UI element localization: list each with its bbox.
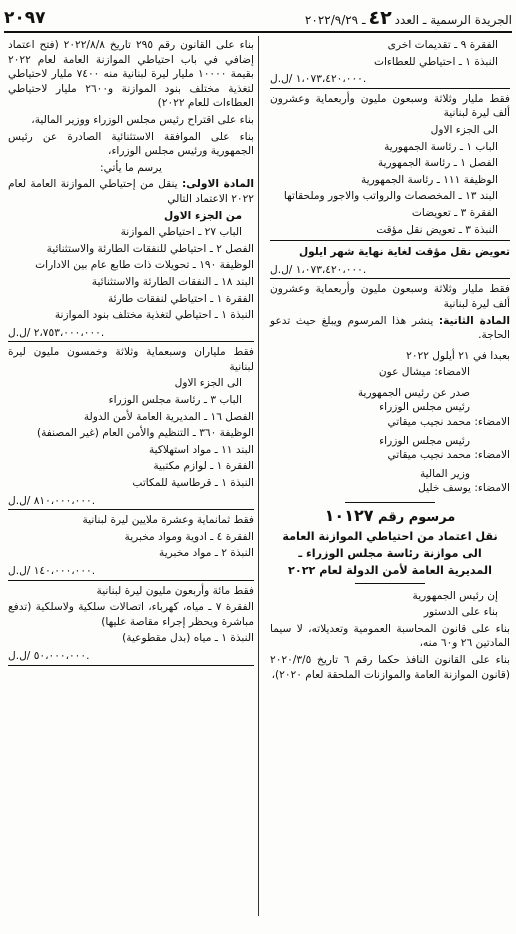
- amount-line: ٨١٠،٠٠٠،٠٠٠ /ل.ل.: [8, 494, 254, 511]
- budget-line: النبذة ٢ ـ مواد مخبرية: [159, 547, 254, 560]
- budget-line: الوظيفة ١٩٠ ـ تحويلات ذات طابع عام بين الادارات: [35, 259, 254, 272]
- issue-number: ٤٢: [368, 7, 392, 29]
- budget-line: الفصل ١ ـ رئاسة الجمهورية: [377, 157, 498, 170]
- amount-in-words: فقط مائة وأربعون مليون ليرة لبنانية: [96, 584, 254, 597]
- signature-line: رئيس مجلس الوزراء: [379, 434, 470, 447]
- budget-line: الفقرة ١ ـ لوازم مكتبية: [153, 460, 254, 473]
- signature-line: رئيس مجلس الوزراء: [379, 401, 470, 414]
- article-label: المادة الثانية:: [438, 314, 511, 327]
- budget-line: الفقرة ٣ ـ تعويضات: [411, 206, 498, 219]
- paragraph: بناء على اقتراح رئيس مجلس الوزراء ووزير المالية،: [31, 113, 254, 126]
- decree-title: نقل اعتماد من احتياطي الموازنة العامة: [282, 529, 498, 543]
- amount-in-words: فقط مليار وثلاثة وسبعون مليون وأربعماية وعشرون ألف ليرة لبنانية: [270, 92, 510, 120]
- amount-line: ١،٠٧٣،٤٢٠،٠٠٠ /ل.ل.: [270, 72, 510, 89]
- budget-line: الفصل ٢ ـ احتياطي للنفقات الطارئة والاستثنائية: [46, 242, 254, 255]
- budget-line: الفقرة ٤ ـ ادوية ومواد مخبرية: [124, 530, 254, 543]
- amount-in-words: فقط ثمانماية وعشرة ملايين ليرة لبنانية: [82, 514, 254, 527]
- gazette-name: الجريدة الرسمية ـ العدد: [394, 13, 512, 27]
- budget-line: البند ١١ ـ مواد استهلاكية: [148, 443, 254, 456]
- section-heading: الى الجزء الاول: [430, 123, 498, 136]
- budget-line: النبذة ١ ـ قرطاسية للمكاتب: [132, 477, 254, 490]
- decree-number: ١٠١٢٧: [324, 506, 374, 526]
- paragraph: بناء على الموافقة الاستثنائية الصادرة عن رئيس الجمهورية ورئيس مجلس الوزراء،: [8, 130, 254, 158]
- budget-line: النبذة ١ ـ احتياطي لتغذية مختلف بنود الموازنة: [54, 309, 254, 322]
- section-heading: من الجزء الاول: [163, 209, 242, 222]
- title-rule: [355, 583, 425, 584]
- left-column: [8, 38, 254, 669]
- decree-label: مرسوم رقم: [378, 510, 456, 526]
- signature-line: الامضاء: محمد نجيب ميقاتي: [387, 416, 510, 429]
- right-column: [270, 38, 510, 684]
- paragraph: بناء على قانون المحاسبة العمومية وتعديلاته، لا سيما المادتين ٢٦ و٦٠ منه،: [270, 622, 510, 650]
- paragraph: بناء على القانون رقم ٢٩٥ تاريخ ٢٠٢٢/٨/٨ (فتح اعتماد إضافي في باب احتياطي الموازنة العامة لعام ٢٠٢٢ بقيمة ١٠٠٠٠ مليار ليرة لبنانية منه ٧٤٠٠ مليار لاحتياطي لتغذية مختلف بنود الموازنة و٢٦٠٠ مليار لاحتياطي العطاءات للعام ٢٠٢٢): [8, 39, 255, 110]
- budget-line: البند ١٨ ـ النفقات الطارئة والاستثنائية: [91, 275, 254, 288]
- header-rule: [4, 31, 512, 33]
- budget-line: الفقرة ٧ ـ مياه، كهرباء، اتصالات سلكية ولاسلكية (تدفع مباشرة ويحظر إجراء مقاصة عليها): [8, 601, 254, 628]
- budget-line: النبذة ٣ ـ تعويض نقل مؤقت: [376, 223, 498, 236]
- article-label: المادة الاولى:: [181, 178, 254, 191]
- column-divider: [258, 36, 259, 916]
- section-heading: الى الجزء الاول: [174, 377, 242, 390]
- decree-heading: [270, 506, 510, 526]
- budget-line: الوظيفة ٣٦٠ ـ التنظيم والأمن العام (غير المصنفة): [36, 427, 254, 440]
- decree-title: المديرية العامة لأمن الدولة لعام ٢٠٢٢: [288, 563, 492, 577]
- issue-date: ـ ٢٠٢٢/٩/٢٩: [304, 13, 366, 27]
- date-line: بعبدا في ٢١ أيلول ٢٠٢٢: [406, 349, 510, 362]
- signature-line: الامضاء: يوسف خليل: [418, 482, 510, 495]
- amount-line: ١،٠٧٣،٤٢٠،٠٠٠ /ل.ل.: [270, 263, 510, 280]
- divider: [270, 240, 510, 241]
- article-one: [8, 177, 254, 206]
- article-text: ينشر هذا المرسوم ويبلغ حيث تدعو الحاجة.: [270, 314, 510, 342]
- sub-heading: تعويض نقل مؤقت لغاية نهاية شهر ايلول: [298, 246, 510, 259]
- budget-line: البند ١٣ ـ المخصصات والرواتب والاجور وملحقاتها: [283, 190, 498, 203]
- decree-formula: يرسم ما يأتي:: [100, 161, 162, 174]
- amount-in-words: فقط ملياران وسبعماية وثلاثة وخمسون مليون ليرة لبنانية: [8, 346, 254, 373]
- article-text: ينقل من إحتياطي الموازنة العامة لعام ٢٠٢٢ الاعتماد التالي: [8, 178, 254, 205]
- amount-line: ٥٠،٠٠٠،٠٠٠ /ل.ل.: [8, 649, 254, 666]
- paragraph: بناء على القانون النافذ حكما رقم ٦ تاريخ ٢٠٢٠/٣/٥ (قانون الموازنة العامة والموازنات الملحقة لعام ٢٠٢٠)،: [270, 654, 510, 681]
- budget-line: الوظيفة ١١١ ـ رئاسة الجمهورية: [360, 173, 498, 186]
- budget-line: الباب ٣ ـ رئاسة مجلس الوزراء: [108, 394, 242, 407]
- amount-line: ١٤٠،٠٠٠،٠٠٠ /ل.ل.: [8, 564, 254, 581]
- budget-line: الفصل ١٦ ـ المديرية العامة لأمن الدولة: [83, 410, 254, 423]
- paragraph-line: النبذة ١ ـ احتياطي للعطاءات: [374, 55, 498, 68]
- page-number: ٢٠٩٧: [4, 8, 46, 28]
- amount-line: ٢،٧٥٣،٠٠٠،٠٠٠ /ل.ل.: [8, 326, 254, 343]
- section-rule: [345, 502, 435, 503]
- budget-line: الفقرة ١ ـ احتياطي لنفقات طارئة: [107, 292, 254, 305]
- signature-line: وزير المالية: [419, 467, 470, 480]
- signature-line: الامضاء: محمد نجيب ميقاتي: [387, 449, 510, 462]
- signature-line: الامضاء: ميشال عون: [378, 366, 470, 379]
- page-header: [4, 6, 512, 30]
- budget-line: النبذة ١ ـ مياه (بدل مقطوعية): [122, 632, 254, 645]
- paragraph-line: الفقرة ٩ ـ تقديمات اخرى: [387, 39, 498, 51]
- paragraph-line: بناء على الدستور: [423, 606, 498, 619]
- decree-title: الى موازنة رئاسة مجلس الوزراء ـ: [298, 546, 482, 560]
- signature-line: صدر عن رئيس الجمهورية: [357, 386, 470, 399]
- gazette-title: [305, 7, 512, 29]
- budget-line: الباب ١ ـ رئاسة الجمهورية: [384, 140, 498, 153]
- budget-line: الباب ٢٧ ـ احتياطي الموازنة: [120, 226, 242, 239]
- amount-in-words: فقط مليار وثلاثة وسبعون مليون وأربعماية وعشرون ألف ليرة لبنانية: [270, 283, 510, 310]
- paragraph-line: إن رئيس الجمهورية: [412, 589, 498, 602]
- article-two: [270, 314, 510, 343]
